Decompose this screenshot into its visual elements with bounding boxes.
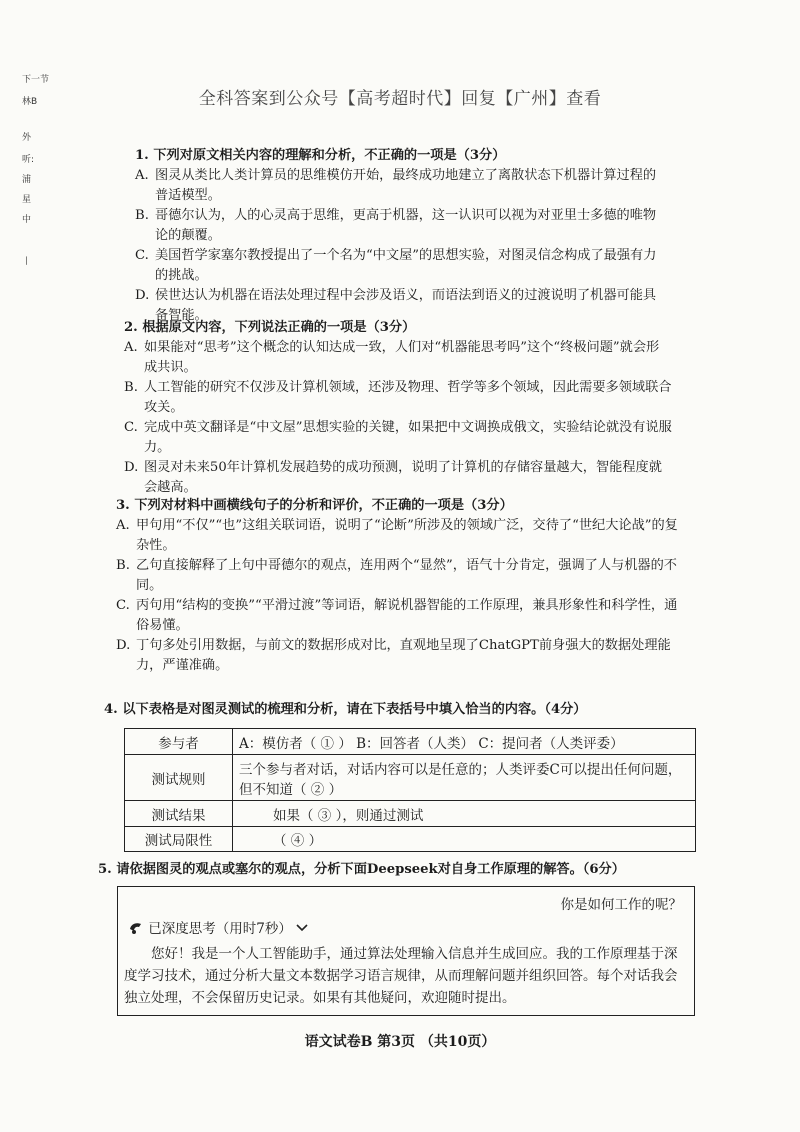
table-head-cell: 测试规则 xyxy=(125,755,233,801)
deepseek-chat-box xyxy=(117,886,695,1016)
table-head-cell: 测试结果 xyxy=(125,801,233,827)
user-question: 你是如何工作的呢？ xyxy=(560,897,682,913)
question-2 xyxy=(124,318,672,498)
question-stem: 4. 以下表格是对图灵测试的梳理和分析，请在下表括号中填入恰当的内容。（4分） xyxy=(104,702,587,717)
option-d: D. 侯世达认为机器在语法处理过程中会涉及语义，而语法到语义的过渡说明了机器可能具备智能。 xyxy=(135,288,657,323)
option-b: B. 哥德尔认为，人的心灵高于思维，更高于机器，这一认识可以视为对亚里士多德的唯物论的颠覆。 xyxy=(135,208,657,243)
deep-thinking-toggle[interactable] xyxy=(128,917,308,937)
chevron-down-icon xyxy=(296,921,308,937)
table-cell: 三个参与者对话，对话内容可以是任意的；人类评委C可以提出任何问题，但不知道（ ② ） xyxy=(233,755,696,801)
turing-test-table xyxy=(124,728,696,852)
margin-note: 林B xyxy=(22,97,38,107)
page-footer: 语文试卷B 第3页 （共10页） xyxy=(304,1034,496,1050)
option-d: D. 图灵对未来50年计算机发展趋势的成功预测，说明了计算机的存储容量越大，智能程度就会越高。 xyxy=(124,460,662,495)
question-5 xyxy=(98,860,708,880)
assistant-answer: 您好！我是一个人工智能助手，通过算法处理输入信息并生成回应。我的工作原理基于深度学习技术，通过分析大量文本数据学习语言规律，从而理解问题并组织回答。每个对话我会独立处理，不会保留历史记录。如果有其他疑问，欢迎随时提出。 xyxy=(124,946,678,1006)
margin-note: 丨 xyxy=(22,257,32,267)
option-c: C. 美国哲学家塞尔教授提出了一个名为“中文屋”的思想实验，对图灵信念构成了最强有力的挑战。 xyxy=(135,248,657,283)
table-head-cell: 参与者 xyxy=(125,729,233,755)
question-4 xyxy=(104,700,704,720)
margin-note: 中 xyxy=(22,215,32,225)
margin-note: 浦 xyxy=(22,175,32,185)
option-b: B. 人工智能的研究不仅涉及计算机领域，还涉及物理、哲学等多个领域，因此需要多领域联合攻关。 xyxy=(124,380,672,415)
question-stem: 2. 根据原文内容，下列说法正确的一项是（3分） xyxy=(124,320,416,335)
option-c: C. 丙句用“结构的变换”“平滑过渡”等词语，解说机器智能的工作原理，兼具形象性和科学性，通俗易懂。 xyxy=(116,598,678,633)
margin-note: 下一节 xyxy=(22,75,50,85)
option-d: D. 丁句多处引用数据，与前文的数据形成对比，直观地呈现了ChatGPT前身强大的数据处理能力，严谨准确。 xyxy=(116,638,671,673)
thinking-label: 已深度思考（用时7秒） xyxy=(148,921,292,937)
option-a: A. 甲句用“不仅”“也”这组关联词语，说明了“论断”所涉及的领域广泛，交待了“世纪大论战”的复杂性。 xyxy=(116,518,678,553)
margin-note: 听: xyxy=(22,155,35,165)
option-a: A. 如果能对“思考”这个概念的认知达成一致，人们对“机器能思考吗”这个“终极问题”就会形成共识。 xyxy=(124,340,660,375)
question-stem: 3. 下列对材料中画横线句子的分析和评价，不正确的一项是（3分） xyxy=(116,498,513,513)
option-b: B. 乙句直接解释了上句中哥德尔的观点，连用两个“显然”，语气十分肯定，强调了人与机器的不同。 xyxy=(116,558,677,593)
table-row xyxy=(125,755,696,801)
thinking-icon xyxy=(128,921,148,937)
margin-note: 外 xyxy=(22,133,32,143)
question-3 xyxy=(116,496,686,676)
question-1 xyxy=(135,146,663,326)
question-stem: 1. 下列对原文相关内容的理解和分析，不正确的一项是（3分） xyxy=(135,148,506,163)
page-header: 全科答案到公众号【高考超时代】回复【广州】查看 xyxy=(198,89,602,109)
table-cell: 如果（ ③ ），则通过测试 xyxy=(233,801,696,827)
question-stem: 5. 请依据图灵的观点或塞尔的观点，分析下面Deepseek对自身工作原理的解答。（6分） xyxy=(98,862,625,877)
margin-note: 星 xyxy=(22,195,32,205)
table-row xyxy=(125,801,696,827)
option-a: A. 图灵从类比人类计算员的思维模仿开始，最终成功地建立了离散状态下机器计算过程的普适模型。 xyxy=(135,168,657,203)
table-row xyxy=(125,827,696,852)
table-row xyxy=(125,729,696,755)
option-c: C. 完成中英文翻译是“中文屋”思想实验的关键，如果把中文调换成俄文，实验结论就没有说服力。 xyxy=(124,420,672,455)
table-cell: A：模仿者（ ① ） B：回答者（人类） C：提问者（人类评委） xyxy=(233,729,696,755)
table-cell: （ ④ ） xyxy=(233,827,696,852)
table-head-cell: 测试局限性 xyxy=(125,827,233,852)
